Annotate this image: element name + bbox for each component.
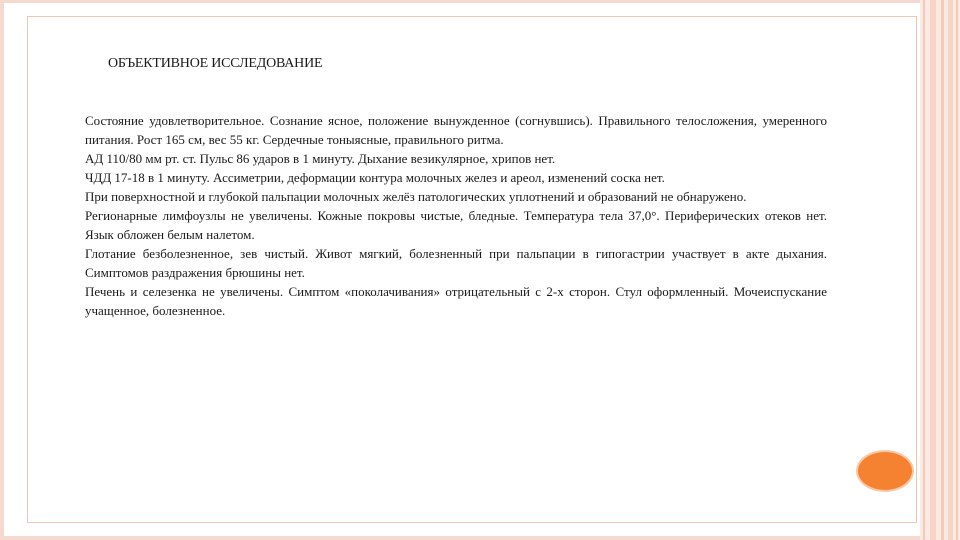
paragraph-blood-pressure: АД 110/80 мм рт. ст. Пульс 86 ударов в 1 минуту. Дыхание везикулярное, хрипов нет. <box>85 151 556 166</box>
frame-left-border <box>0 0 4 540</box>
paragraph-general-state: Состояние удовлетворительное. Сознание ясное, положение вынужденное (согнувшись). Правильного телосложения, умеренного питания. Рост 165 см, вес 55 кг. Сердечные тоныясные, правильного ритма. <box>85 113 827 147</box>
paragraph-liver: Печень и селезенка не увеличены. Симптом «поколачивания» отрицательный с 2-х сторон. Стул оформленный. Мочеиспускание учащенное, болезненное. <box>85 284 827 318</box>
decorative-stripe <box>930 0 936 540</box>
decorative-stripe <box>948 0 953 540</box>
decorative-stripes <box>920 0 960 540</box>
frame-bottom-border <box>0 536 960 540</box>
decorative-stripe <box>923 0 925 540</box>
slide-body <box>85 111 827 320</box>
paragraph-lymph-nodes: Регионарные лимфоузлы не увеличены. Кожные покровы чистые, бледные. Температура тела 37,0°. Периферических отеков нет. Язык обложен белым налетом. <box>85 208 827 242</box>
paragraph-palpation: При поверхностной и глубокой пальпации молочных желёз патологических уплотнений и образований не обнаружено. <box>85 189 747 204</box>
decorative-stripe <box>941 0 944 540</box>
decorative-stripe <box>956 0 958 540</box>
decorative-orange-circle <box>856 450 914 492</box>
paragraph-abdomen: Глотание безболезненное, зев чистый. Живот мягкий, болезненный при пальпации в гипогастрии участвует в акте дыхания. Симптомов раздражения брюшины нет. <box>85 246 827 280</box>
frame-top-border <box>0 0 960 3</box>
paragraph-respiration: ЧДД 17-18 в 1 минуту. Ассиметрии, деформации контура молочных желез и ареол, изменений соска нет. <box>85 170 665 185</box>
slide-title: ОБЪЕКТИВНОЕ ИССЛЕДОВАНИЕ <box>108 56 323 71</box>
